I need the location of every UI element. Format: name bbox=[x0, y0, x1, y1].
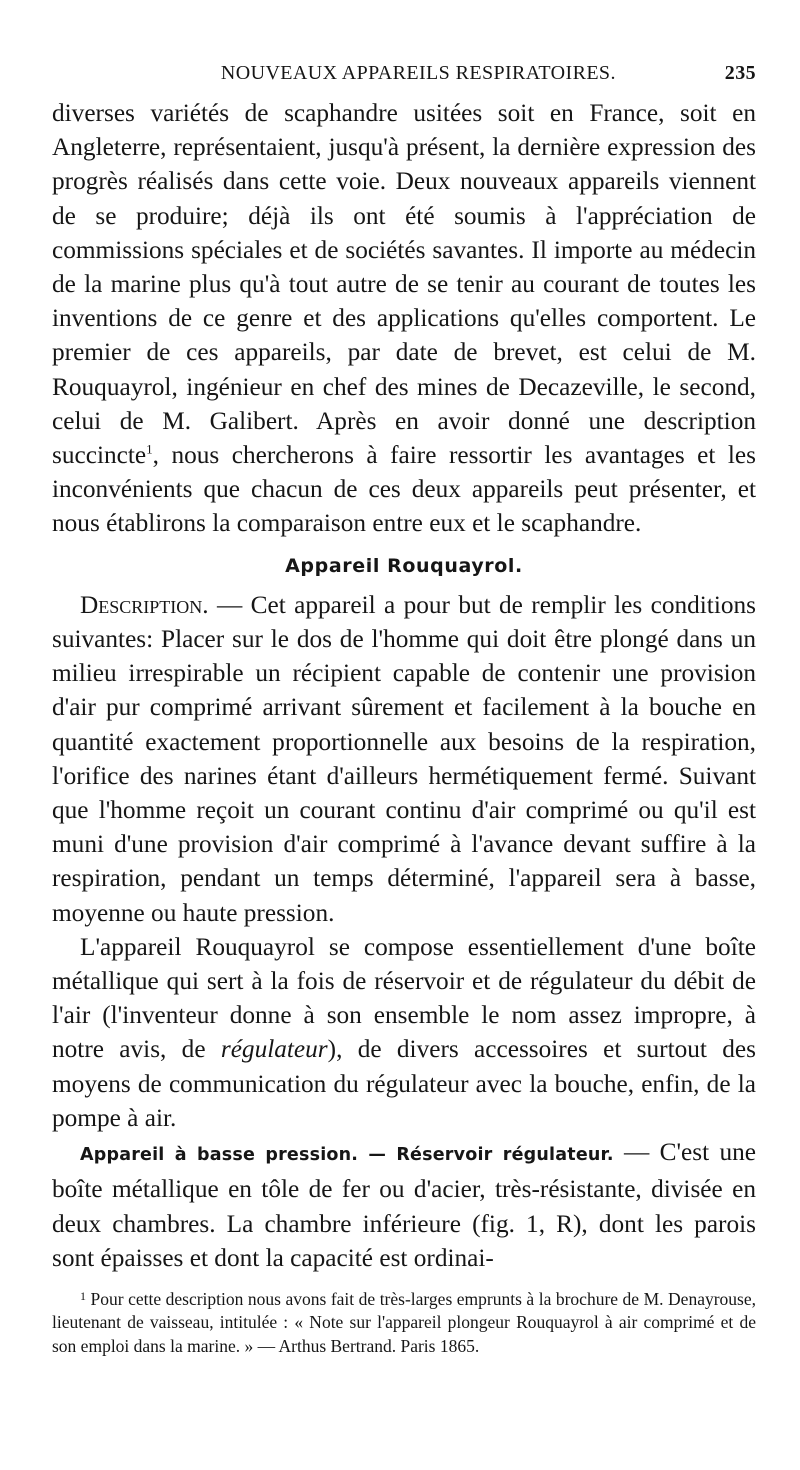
body-text bbox=[52, 96, 756, 1275]
paragraph-intro-text: diverses variétés de scaphandre usitées soit en France, soit en Angleterre, représentaient, jusqu'à présent, la dernière expression des progrès réalisés dans cette voie. Deux nouveaux appareils viennent de se produire; déjà ils ont été soumis à l'appréciation de commissions spéciales et de sociétés savantes. Il importe au médecin de la marine plus qu'à tout autre de se tenir au courant de toutes les inventions de ce genre et des applications qu'elles comportent. Le premier de ces appareils, par date de brevet, est celui de M. Rouquayrol, ingénieur en chef des mines de Decazeville, le second, celui de M. Galibert. Après en avoir donné une description succincte bbox=[52, 99, 756, 470]
running-head bbox=[52, 62, 756, 96]
paragraph-intro bbox=[52, 96, 756, 541]
footnote bbox=[52, 1285, 756, 1359]
description-text: — Cet appareil a pour but de remplir les conditions suivantes: Placer sur le dos de l'homme qui doit être plongé dans un milieu irrespirable un récipient capable de contenir une provision d'air pur comprimé arrivant sûrement et facilement à la bouche en quantité exactement proportionnelle aux besoins de la respiration, l'orifice des narines étant d'ailleurs hermétiquement fermé. Suivant que l'homme reçoit un courant continu d'air comprimé ou qu'il est muni d'une provision d'air comprimé à l'avance devant suffire à la respiration, pendant un temps déterminé, l'appareil sera à basse, moyenne ou haute pression. bbox=[52, 590, 756, 927]
page bbox=[52, 62, 756, 1358]
composition-italic-term: régulateur bbox=[220, 1035, 328, 1064]
composition-text-a: L'appareil Rouquayrol se compose essentiellement d'une boîte métallique qui sert à la fois de réservoir et de régulateur du débit de l'air (l'inventeur donne à son ensemble le nom assez impropre, à notre avis, de bbox=[52, 932, 756, 1064]
description-label: Description. bbox=[80, 590, 209, 619]
paragraph-description bbox=[52, 588, 756, 930]
paragraph-reservoir bbox=[52, 1135, 756, 1275]
paragraph-intro-end: , nous chercherons à faire ressortir les avantages et les inconvénients que chacun de ces deux appareils peut présenter, et nous établirons la comparaison entre eux et le scaphandre. bbox=[52, 441, 756, 538]
reservoir-text: — C'est une boîte métallique en tôle de fer ou d'acier, très-résistante, divisée en deux chambres. La chambre inférieure (fig. 1, R), dont les parois sont épaisses et dont la capacité est ordinai- bbox=[52, 1138, 756, 1272]
footnote-text: Pour cette description nous avons fait de très-larges emprunts à la brochure de M. Denayrouse, lieutenant de vaisseau, intitulée : « Note sur l'appareil plongeur Rouquayrol à air comprimé et de son emploi dans la marine. » — Arthus Bertrand. Paris 1865. bbox=[52, 1288, 756, 1356]
composition-text-b: ), de divers accessoires et surtout des moyens de communication du régulateur avec la bouche, enfin, de la pompe à air. bbox=[52, 1035, 756, 1132]
footnote-reference[interactable]: 1 bbox=[146, 441, 153, 457]
section-heading: Appareil Rouquayrol. bbox=[285, 554, 523, 577]
paragraph-composition bbox=[52, 930, 756, 1135]
reservoir-heading: Appareil à basse pression. — Réservoir régulateur. bbox=[80, 1145, 614, 1166]
page-number: 235 bbox=[724, 62, 756, 84]
running-title: NOUVEAUX APPAREILS RESPIRATOIRES. bbox=[220, 62, 616, 84]
footnote-mark: 1 bbox=[80, 1288, 86, 1303]
